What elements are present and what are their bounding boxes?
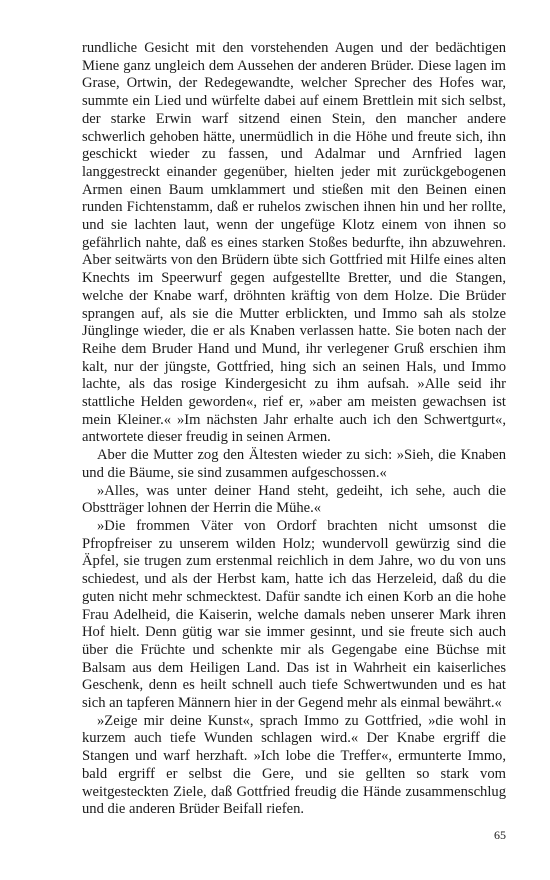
paragraph-4: »Die frommen Väter von Ordorf brachten nicht umsonst die Pfropfreiser zu unserem wilden Holz; wundervoll gewürzig sind die Äpfel, sie trugen zum erstenmal reichlich in dem Jahre, wo du von uns schiedest, und als der Herbst kam, hatte ich das Herzeleid, daß du die guten nicht mehr schmecktest. Dafür sandte ich einen Korb an die hohe Frau Adelheid, die Kaiserin, welche damals neben unserer Mark ihren Hof hielt. Denn gütig war sie immer gesinnt, und sie freute sich auch über die Früchte und schenkte mir als Gegengabe eine Büchse mit Balsam aus dem Heiligen Land. Das ist in Wahrheit ein kaiserliches Geschenk, denn es heilt schnell auch tiefe Schwertwunden und es hat sich an tapferen Männern hier in der Gegend mehr als einmal bewährt.«	[82, 517, 506, 712]
paragraph-1: rundliche Gesicht mit den vorstehenden Augen und der bedächtigen Miene ganz ungleich dem Aussehen der anderen Brüder. Diese lagen im Grase, Ortwin, der Redegewandte, welcher Sprecher des Hofes war, summte ein Lied und würfelte dabei auf einem Brettlein mit sich selbst, der starke Erwin warf sitzend einen Stein, den mancher andere schwerlich gehoben hätte, unermüdlich in die Höhe und freute sich, ihn geschickt wieder zu fassen, und Adalmar und Arnfried lagen langgestreckt einander gegenüber, hielten jeder mit zurückgebogenen Armen einen Baum umklammert und stießen mit den Beinen einen runden Fichtenstamm, daß er ruhelos zwischen ihnen hin und her rollte, und sie lachten laut, wenn der ungefüge Klotz einem von ihnen so gefährlich nahte, daß es eines starken Stoßes bedurfte, ihn abzuwehren. Aber seitwärts von den Brüdern übte sich Gottfried mit Hilfe eines alten Knechts im Speerwurf gegen aufgestellte Bretter, und die Stangen, welche der Knabe warf, dröhnten kräftig von dem Holze. Die Brüder sprangen auf, als sie die Mutter erblickten, und Immo sah als stolze Jünglinge wieder, die er als Knaben verlassen hatte. Sie boten nach der Reihe dem Bruder Hand und Mund, ihr verlegener Gruß erschien ihm kalt, nur der jüngste, Gottfried, hing sich an seinen Hals, und Immo lachte, als das rosige Kindergesicht zu ihm aufsah. »Alle seid ihr stattliche Helden geworden«, rief er, »aber am meisten gewachsen ist mein Kleiner.« »Im nächsten Jahr erhalte auch ich den Schwertgurt«, antwortete dieser freudig in seinen Armen.	[82, 40, 506, 446]
paragraph-5: »Zeige mir deine Kunst«, sprach Immo zu Gottfried, »die wohl in kurzem auch tiefe Wunden schlagen wird.« Der Knabe ergriff die Stangen und warf herzhaft. »Ich lobe die Treffer«, ermunterte Immo, bald ergriff er selbst die Gere, und sie gellten so stark vom weitgesteckten Ziele, daß Gottfried freudig die Hände zusammenschlug und die anderen Brüder Beifall riefen.	[82, 712, 506, 818]
page-number: 65	[494, 828, 506, 842]
paragraph-3: »Alles, was unter deiner Hand steht, gedeiht, ich sehe, auch die Obstträger lohnen der Herrin die Mühe.«	[82, 482, 506, 517]
page-body	[82, 40, 506, 819]
paragraph-2: Aber die Mutter zog den Ältesten wieder zu sich: »Sieh, die Knaben und die Bäume, sie sind zusammen aufgeschossen.«	[82, 447, 506, 481]
